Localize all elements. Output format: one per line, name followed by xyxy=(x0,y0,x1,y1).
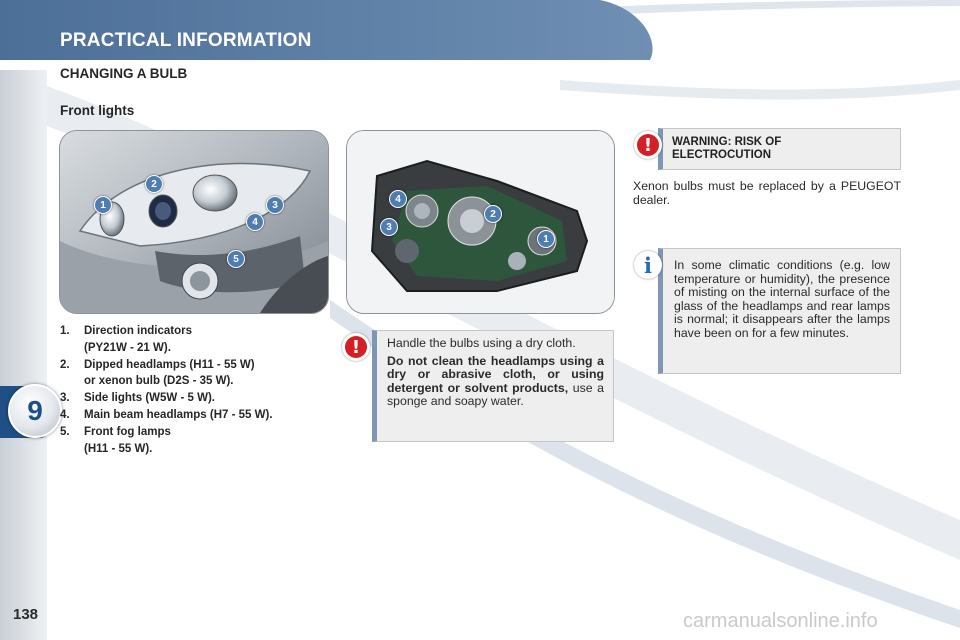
callout-1: 1 xyxy=(94,196,112,214)
callout-4: 4 xyxy=(389,190,407,208)
list-item: 4. Main beam headlamps (H7 - 55 W). xyxy=(60,408,273,421)
callout-2: 2 xyxy=(484,205,502,223)
callout-1: 1 xyxy=(537,230,555,248)
warning-title: WARNING: RISK OF ELECTROCUTION xyxy=(672,136,782,161)
exclamation-icon: ! xyxy=(342,333,370,361)
list-item: 2. Dipped headlamps (H11 - 55 W) or xenon bulb (D2S - 35 W). xyxy=(60,358,255,388)
warning-text: Xenon bulbs must be replaced by a PEUGEOT dealer. xyxy=(633,179,901,207)
chapter-number-badge[interactable]: 9 xyxy=(8,384,62,438)
section-title: CHANGING A BULB xyxy=(60,66,188,81)
info-icon: i xyxy=(634,251,662,279)
handle-bulbs-note xyxy=(372,330,614,442)
watermark: carmanualsonline.info xyxy=(683,610,878,632)
list-item: 1. Direction indicators (PY21W - 21 W). xyxy=(60,325,192,354)
callout-3: 3 xyxy=(266,196,284,214)
note-text-bold: Do not clean the headlamps using a dry or abrasive cloth, or using detergent or solvent products, use a sponge and soapy water. xyxy=(387,353,604,408)
list-item: 3. Side lights (W5W - 5 W). xyxy=(60,392,215,405)
bulb-list xyxy=(60,323,340,457)
callout-4: 4 xyxy=(246,213,264,231)
page-number: 138 xyxy=(13,606,39,623)
page-header-title: PRACTICAL INFORMATION xyxy=(60,30,312,51)
callout-2: 2 xyxy=(145,175,163,193)
exclamation-icon: ! xyxy=(634,131,662,159)
subsection-title: Front lights xyxy=(60,103,135,118)
callout-3: 3 xyxy=(380,218,398,236)
callout-5: 5 xyxy=(227,250,245,268)
list-item: 5. Front fog lamps (H11 - 55 W). xyxy=(60,425,171,455)
note-text: Handle the bulbs using a dry cloth. xyxy=(387,336,576,350)
left-margin-strip xyxy=(0,70,47,640)
info-text: In some climatic conditions (e.g. low temperature or humidity), the presence of misting on the internal surface of the glass of the headlamps and rear lamps is normal; it disappears after the lamps have been on for a few minutes. xyxy=(674,258,890,340)
info-box xyxy=(658,248,901,374)
headlamp-photo xyxy=(59,130,329,314)
